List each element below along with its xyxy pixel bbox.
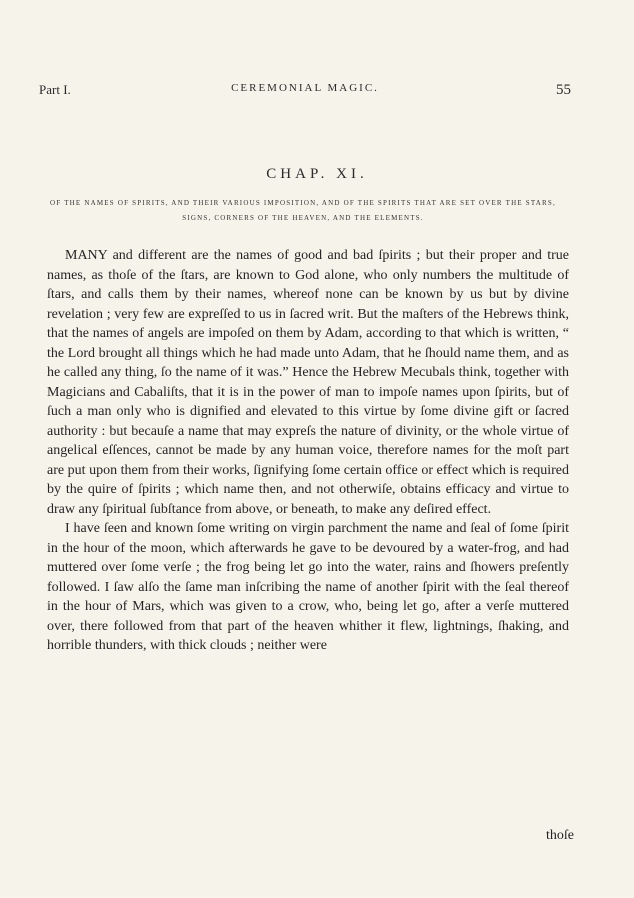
running-header: [39, 82, 571, 102]
part-label: Part I.: [39, 82, 71, 97]
running-title: CEREMONIAL MAGIC.: [231, 82, 379, 94]
page-number: 55: [556, 82, 571, 98]
chapter-title: CHAP. XI.: [266, 166, 368, 182]
catchword: thoſe: [546, 828, 574, 843]
chapter-subtitle: OF THE NAMES OF SPIRITS, AND THEIR VARIOUS IMPOSITION, AND OF THE SPIRITS THAT ARE SET OVER THE STARS, SIGNS, CORNERS OF THE HEAVEN, AND THE ELEMENTS.: [50, 199, 556, 222]
body-text: [47, 246, 569, 656]
paragraph-2: I have ſeen and known ſome writing on virgin parchment the name and ſeal of ſome ſpirit in the hour of the moon, which afterwards he gave to be devoured by a water-frog, and had muttered over ſome verſe ; the frog being let go into the water, rains and ſhowers preſently followed. I ſaw alſo the ſame man inſcribing the name of another ſpirit with the ſeal thereof in the hour of Mars, which was given to a crow, who, being let go, after a verſe muttered over, there followed from that part of the heaven whither it flew, lightnings, ſhaking, and horrible thunders, with thick clouds ; neither were: [47, 521, 569, 653]
paragraph-1: MANY and different are the names of good and bad ſpirits ; but their proper and true names, as thoſe of the ſtars, are known to God alone, who only numbers the multitude of ſtars, and calls them by their names, whereof none can be known by us but by divine revelation ; very few are expreſſed to us in ſacred writ. But the maſters of the Hebrews think, that the names of angels are impoſed on them by Adam, according to that which is written, “ the Lord brought all things which he had made unto Adam, that he ſhould name them, and as he called any thing, ſo the name of it was.” Hence the Hebrew Mecubals think, together with Magicians and Cabaliſts, that it is in the power of man to impoſe names upon ſpirits, but of ſuch a man only who is dignified and elevated to this virtue by ſome divine gift or ſacred authority : but becauſe a name that may expreſs the nature of divinity, or the whole virtue of angelical eſſences, cannot be made by any human voice, therefore names for the moſt part are put upon them from their works, ſignifying ſome certain office or effect which is required by the quire of ſpirits ; which name then, and not otherwiſe, obtains efficacy and virtue to draw any ſpiritual ſubſtance from above, or beneath, to make any deſired effect.: [47, 248, 569, 517]
